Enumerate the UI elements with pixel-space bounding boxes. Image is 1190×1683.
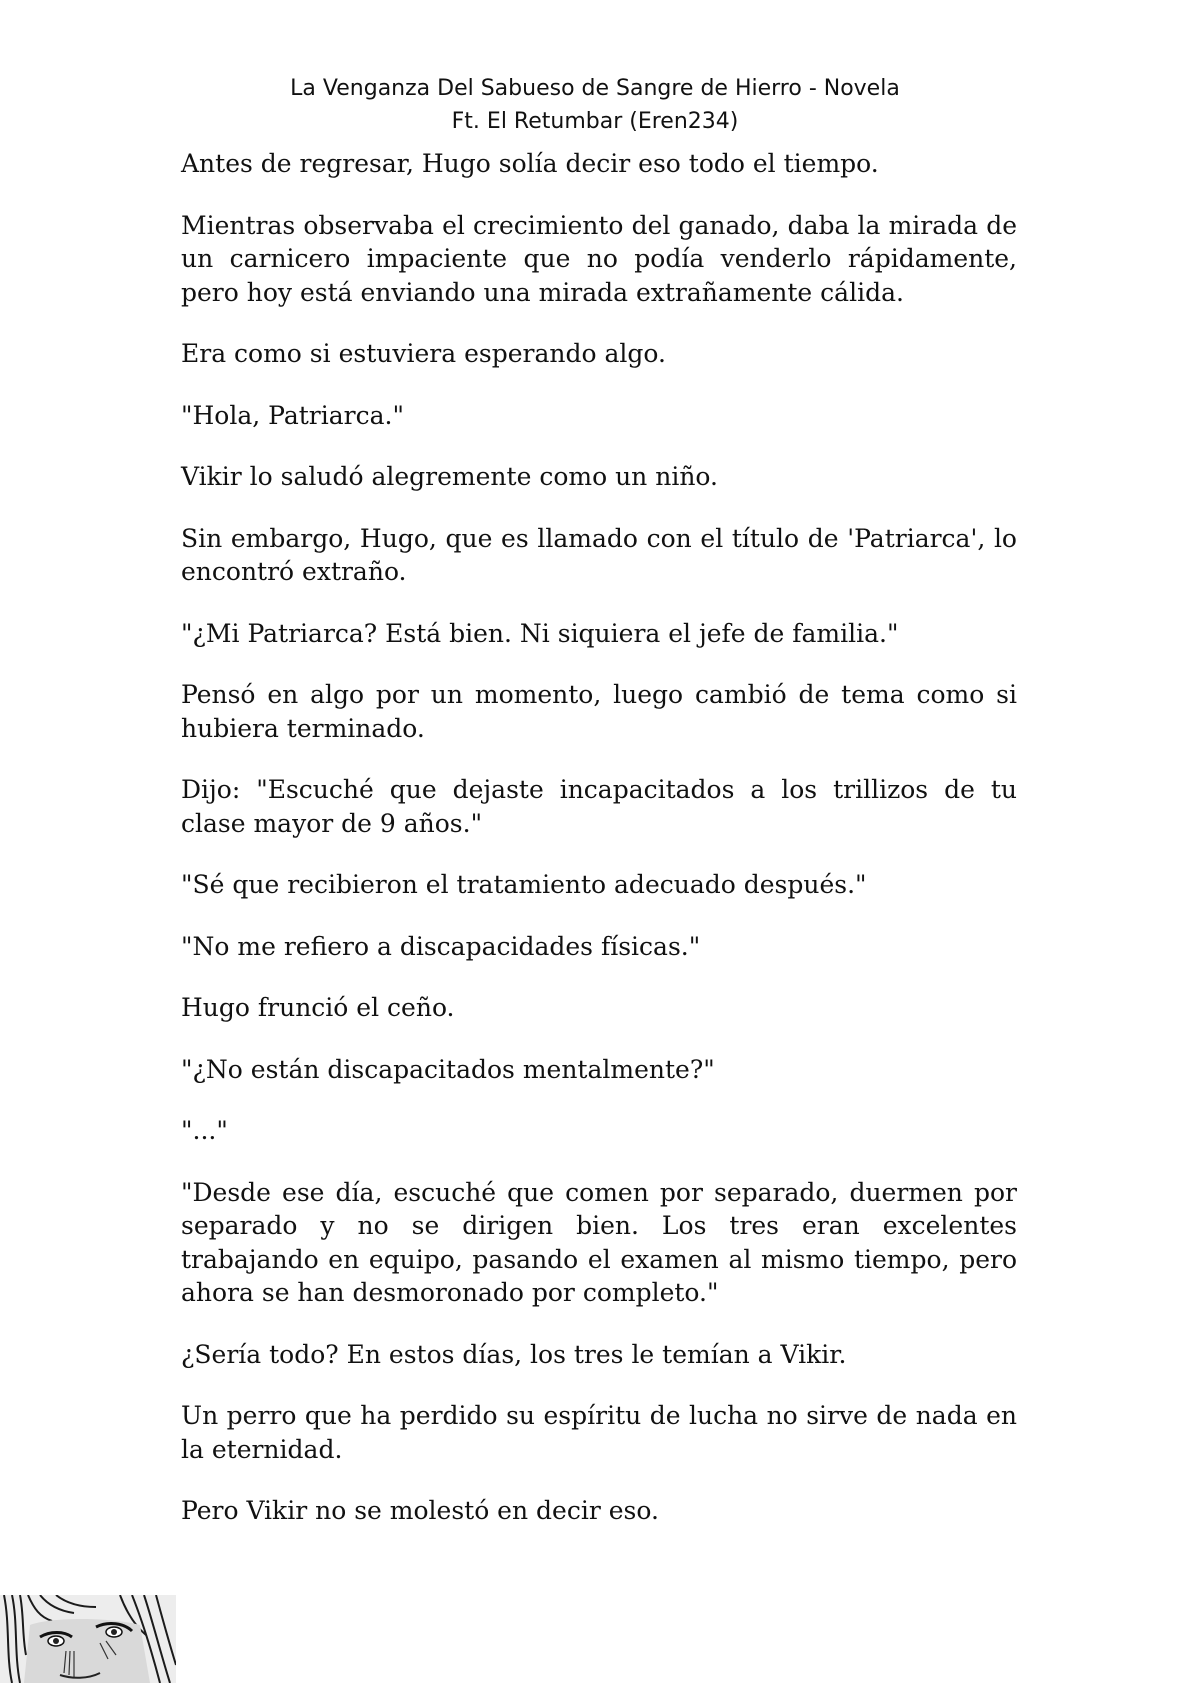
paragraph: "Desde ese día, escuché que comen por separado, duermen por separado y no se dirigen bien. Los tres eran excelentes trabajando en equipo, pasando el examen al mismo tiempo, pero ahora se han desmoronado por completo." xyxy=(181,1177,1017,1307)
header-title-line: La Venganza Del Sabueso de Sangre de Hierro - Novela xyxy=(290,76,900,101)
document-body xyxy=(181,147,1017,1556)
paragraph: Mientras observaba el crecimiento del ganado, daba la mirada de un carnicero impaciente que no podía venderlo rápidamente, pero hoy está enviando una mirada extrañamente cálida. xyxy=(181,210,1017,307)
paragraph: Hugo frunció el ceño. xyxy=(181,993,455,1022)
paragraph: ¿Sería todo? En estos días, los tres le temían a Vikir. xyxy=(181,1339,847,1369)
paragraph: Pero Vikir no se molestó en decir eso. xyxy=(181,1496,659,1525)
paragraph: "Hola, Patriarca." xyxy=(181,400,404,430)
paragraph: Vikir lo saludó alegremente como un niño. xyxy=(181,462,718,491)
paragraph: Pensó en algo por un momento, luego cambió de tema como si hubiera terminado. xyxy=(181,680,1017,743)
header-credit-line: Ft. El Retumbar (Eren234) xyxy=(451,109,739,134)
paragraph: "¿Mi Patriarca? Está bien. Ni siquiera el jefe de familia." xyxy=(181,618,899,648)
paragraph: Sin embargo, Hugo, que es llamado con el título de 'Patriarca', lo encontró extraño. xyxy=(181,523,1017,586)
paragraph: Era como si estuviera esperando algo. xyxy=(181,339,666,368)
paragraph: "Sé que recibieron el tratamiento adecuado después." xyxy=(181,870,867,899)
paragraph: Dijo: "Escuché que dejaste incapacitados a los trillizos de tu clase mayor de 9 años." xyxy=(181,775,1017,838)
paragraph: "No me refiero a discapacidades físicas." xyxy=(181,931,701,961)
paragraph: Un perro que ha perdido su espíritu de lucha no sirve de nada en la eternidad. xyxy=(181,1401,1017,1464)
paragraph: "..." xyxy=(181,1116,228,1145)
corner-manga-illustration xyxy=(0,1595,176,1683)
document-header xyxy=(0,72,1190,138)
paragraph: Antes de regresar, Hugo solía decir eso todo el tiempo. xyxy=(181,149,879,178)
paragraph: "¿No están discapacitados mentalmente?" xyxy=(181,1054,715,1084)
